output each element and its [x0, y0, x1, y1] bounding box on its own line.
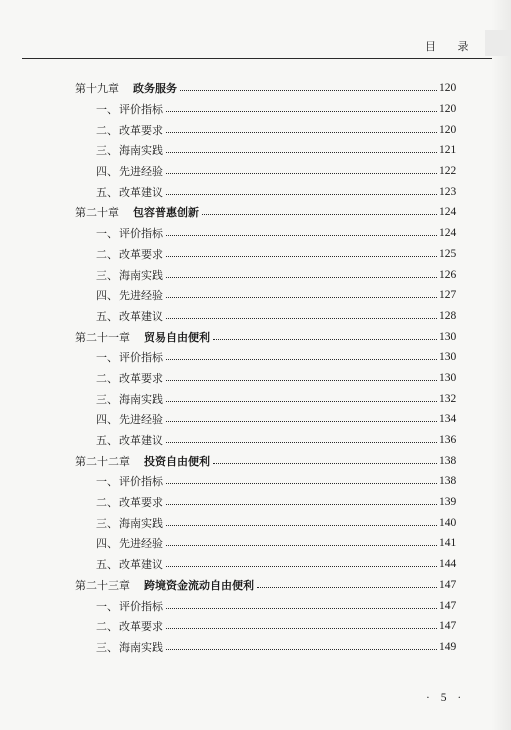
section-number: 四、	[96, 165, 118, 179]
section-number: 二、	[96, 620, 118, 634]
toc-page-number: 130	[439, 330, 457, 343]
dot-leader	[166, 317, 437, 319]
dot-leader	[166, 482, 437, 484]
dot-leader	[166, 607, 437, 609]
dot-leader	[166, 544, 437, 546]
section-title: 先进经验	[119, 413, 163, 427]
section-number: 四、	[96, 289, 118, 303]
toc-section-entry	[0, 471, 511, 492]
toc-entry-label	[0, 308, 166, 324]
toc-page-number: 136	[439, 434, 457, 447]
section-title: 先进经验	[119, 289, 163, 303]
toc-section-entry	[0, 140, 511, 161]
section-title: 海南实践	[119, 268, 163, 282]
section-number: 四、	[96, 537, 118, 551]
dot-leader	[166, 627, 437, 629]
toc-page-number: 130	[439, 351, 457, 364]
dot-leader	[166, 193, 437, 195]
toc-page-number: 120	[439, 123, 457, 136]
chapter-title: 政务服务	[133, 82, 177, 96]
toc-page-number: 138	[439, 454, 457, 467]
toc-section-entry	[0, 223, 511, 244]
section-number: 三、	[96, 392, 118, 406]
toc-page-number: 132	[439, 392, 457, 405]
section-title: 海南实践	[119, 392, 163, 406]
toc-section-entry	[0, 181, 511, 202]
dot-leader	[166, 400, 437, 402]
section-title: 改革要求	[119, 123, 163, 137]
toc-entry-label	[0, 204, 202, 220]
section-title: 改革建议	[119, 558, 163, 572]
toc-chapter-entry	[0, 202, 511, 223]
dot-leader	[166, 358, 437, 360]
dot-leader	[166, 565, 437, 567]
toc-entry-label	[0, 267, 166, 283]
section-title: 海南实践	[119, 144, 163, 158]
dot-leader	[166, 255, 437, 257]
dot-leader	[166, 441, 437, 443]
toc-section-entry	[0, 637, 511, 658]
section-number: 三、	[96, 516, 118, 530]
toc-entry-label	[0, 618, 166, 634]
toc-entry-label	[0, 246, 166, 262]
section-number: 一、	[96, 103, 118, 117]
chapter-title: 跨境资金流动自由便利	[144, 578, 254, 592]
toc-page-number: 128	[439, 309, 457, 322]
toc-entry-label	[0, 225, 166, 241]
toc-section-entry	[0, 306, 511, 327]
dot-leader	[166, 296, 437, 298]
chapter-title: 贸易自由便利	[144, 330, 210, 344]
toc-section-entry	[0, 244, 511, 265]
toc-section-entry	[0, 533, 511, 554]
toc-entry-label	[0, 577, 257, 593]
section-title: 评价指标	[119, 475, 163, 489]
dot-leader	[166, 379, 437, 381]
toc-entry-label	[0, 515, 166, 531]
section-number: 五、	[96, 309, 118, 323]
toc-section-entry	[0, 119, 511, 140]
toc-page-number: 138	[439, 475, 457, 488]
section-number: 二、	[96, 371, 118, 385]
section-number: 五、	[96, 558, 118, 572]
scan-corner-mark	[485, 30, 511, 56]
section-number: 四、	[96, 413, 118, 427]
toc-section-entry	[0, 161, 511, 182]
dot-leader	[166, 131, 437, 133]
toc-page-number: 124	[439, 206, 457, 219]
section-number: 三、	[96, 640, 118, 654]
section-number: 一、	[96, 227, 118, 241]
toc-section-entry	[0, 595, 511, 616]
toc-entry-label	[0, 556, 166, 572]
toc-chapter-entry	[0, 326, 511, 347]
toc-section-entry	[0, 368, 511, 389]
dot-leader	[166, 648, 437, 650]
toc-page-number: 122	[439, 165, 457, 178]
section-number: 五、	[96, 185, 118, 199]
chapter-number: 第二十二章	[75, 454, 130, 468]
chapter-number: 第二十章	[75, 206, 119, 220]
toc-entry-label	[0, 329, 213, 345]
chapter-title: 包容普惠创新	[133, 206, 199, 220]
toc-page-number: 140	[439, 516, 457, 529]
section-number: 三、	[96, 268, 118, 282]
page-number: · 5 ·	[426, 692, 466, 704]
toc-page-number: 147	[439, 578, 457, 591]
toc-chapter-entry	[0, 575, 511, 596]
dot-leader	[213, 338, 437, 340]
toc-page-number: 147	[439, 620, 457, 633]
section-number: 一、	[96, 351, 118, 365]
toc-chapter-entry	[0, 78, 511, 99]
section-number: 二、	[96, 123, 118, 137]
section-title: 改革要求	[119, 496, 163, 510]
toc-entry-label	[0, 411, 166, 427]
toc-entry-label	[0, 184, 166, 200]
toc-page-number: 134	[439, 413, 457, 426]
toc-section-entry	[0, 430, 511, 451]
toc-page-number: 123	[439, 185, 457, 198]
toc-section-entry	[0, 285, 511, 306]
toc-page-number: 130	[439, 371, 457, 384]
chapter-number: 第二十三章	[75, 578, 130, 592]
section-number: 五、	[96, 434, 118, 448]
header-rule	[22, 58, 492, 59]
toc-entry-label	[0, 391, 166, 407]
section-title: 海南实践	[119, 640, 163, 654]
toc-page-number: 120	[439, 82, 457, 95]
toc-section-entry	[0, 512, 511, 533]
toc-entry-label	[0, 370, 166, 386]
section-title: 先进经验	[119, 165, 163, 179]
toc-section-entry	[0, 264, 511, 285]
toc-section-entry	[0, 616, 511, 637]
toc-entry-label	[0, 598, 166, 614]
toc-chapter-entry	[0, 450, 511, 471]
dot-leader	[166, 420, 437, 422]
section-title: 先进经验	[119, 537, 163, 551]
toc-page-number: 127	[439, 289, 457, 302]
dot-leader	[166, 503, 437, 505]
toc-entry-label	[0, 535, 166, 551]
toc-entry-label	[0, 453, 213, 469]
toc-entry-label	[0, 432, 166, 448]
toc-section-entry	[0, 347, 511, 368]
section-title: 评价指标	[119, 351, 163, 365]
dot-leader	[166, 151, 437, 153]
dot-leader	[166, 276, 437, 278]
section-number: 一、	[96, 599, 118, 613]
toc-entry-label	[0, 122, 166, 138]
toc-page-number: 126	[439, 268, 457, 281]
toc-page-number: 144	[439, 558, 457, 571]
section-title: 评价指标	[119, 599, 163, 613]
toc-entry-label	[0, 639, 166, 655]
section-title: 评价指标	[119, 227, 163, 241]
table-of-contents	[0, 78, 511, 657]
toc-page-number: 147	[439, 599, 457, 612]
dot-leader	[180, 89, 437, 91]
section-number: 一、	[96, 475, 118, 489]
toc-section-entry	[0, 409, 511, 430]
dot-leader	[166, 172, 437, 174]
dot-leader	[257, 586, 437, 588]
toc-page-number: 120	[439, 103, 457, 116]
section-number: 二、	[96, 247, 118, 261]
section-title: 评价指标	[119, 103, 163, 117]
dot-leader	[166, 524, 437, 526]
section-number: 三、	[96, 144, 118, 158]
section-title: 改革要求	[119, 620, 163, 634]
toc-section-entry	[0, 554, 511, 575]
toc-page-number: 141	[439, 537, 457, 550]
dot-leader	[166, 110, 437, 112]
toc-page-number: 124	[439, 227, 457, 240]
toc-page-number: 139	[439, 496, 457, 509]
toc-entry-label	[0, 80, 180, 96]
chapter-number: 第十九章	[75, 82, 119, 96]
dot-leader	[213, 462, 437, 464]
dot-leader	[202, 213, 437, 215]
section-title: 改革要求	[119, 371, 163, 385]
toc-entry-label	[0, 494, 166, 510]
dot-leader	[166, 234, 437, 236]
toc-entry-label	[0, 163, 166, 179]
toc-entry-label	[0, 349, 166, 365]
chapter-title: 投资自由便利	[144, 454, 210, 468]
toc-section-entry	[0, 99, 511, 120]
toc-page-number: 125	[439, 247, 457, 260]
section-number: 二、	[96, 496, 118, 510]
chapter-number: 第二十一章	[75, 330, 130, 344]
toc-entry-label	[0, 142, 166, 158]
toc-section-entry	[0, 492, 511, 513]
section-title: 改革建议	[119, 309, 163, 323]
section-title: 改革建议	[119, 434, 163, 448]
toc-entry-label	[0, 101, 166, 117]
toc-page-number: 121	[439, 144, 457, 157]
section-title: 海南实践	[119, 516, 163, 530]
section-title: 改革要求	[119, 247, 163, 261]
toc-page-number: 149	[439, 640, 457, 653]
section-title: 改革建议	[119, 185, 163, 199]
toc-section-entry	[0, 388, 511, 409]
toc-entry-label	[0, 287, 166, 303]
toc-entry-label	[0, 473, 166, 489]
running-header-title: 目 录	[425, 40, 478, 53]
